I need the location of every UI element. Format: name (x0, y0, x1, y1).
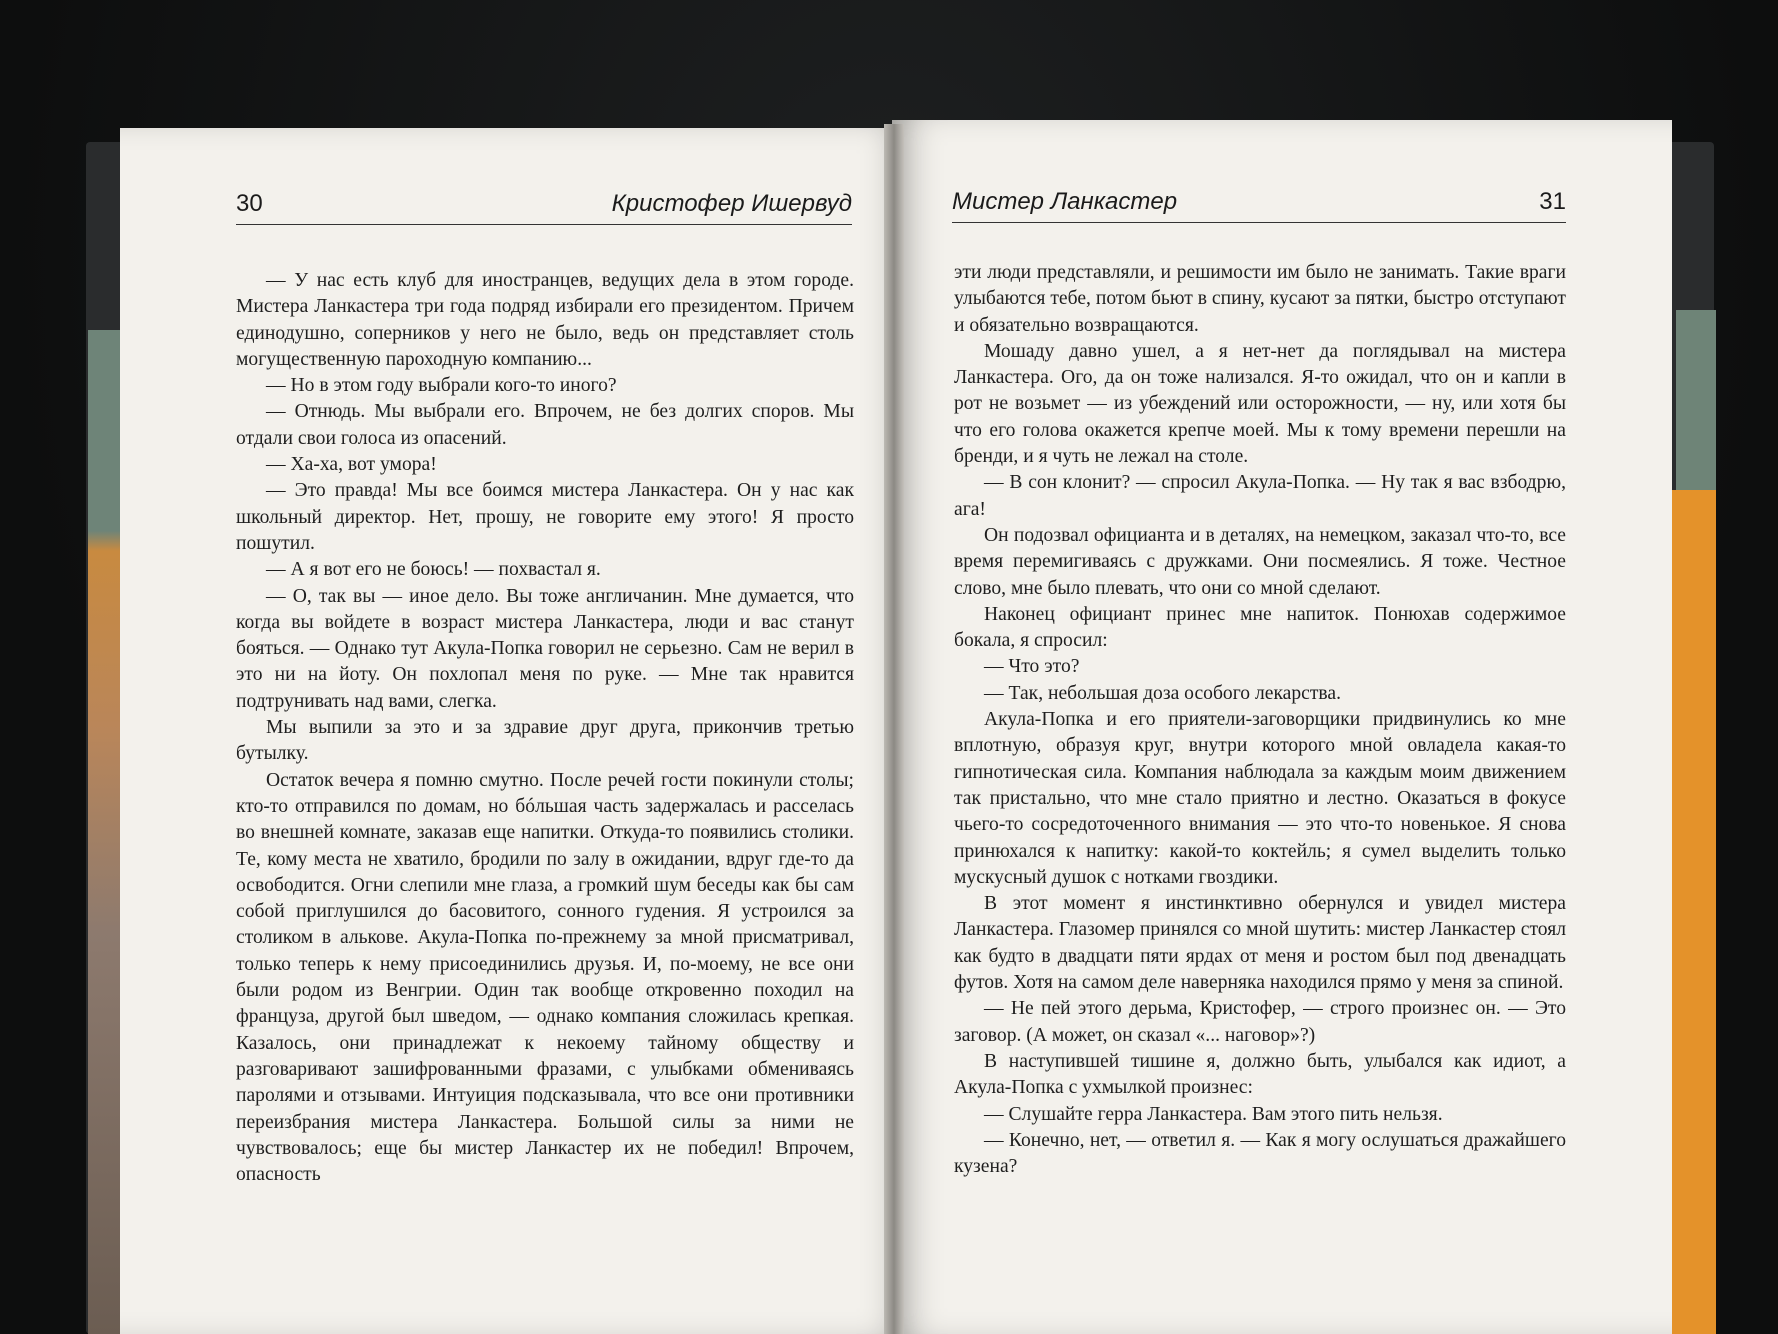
paragraph: — Это правда! Мы все боимся мистера Ланкастера. Он у нас как школьный директор. Нет, прошу, не говорите ему этого! Я просто пошутил. (236, 480, 854, 554)
paragraph: Мы выпили за это и за здравие друг друга, прикончив третью бутылку. (236, 717, 854, 765)
paragraph: — В сон клонит? — спросил Акула-Попка. — Ну так я вас взбодрю, ага! (954, 472, 1566, 520)
left-page-header (236, 180, 852, 225)
paragraph: — Не пей этого дерьма, Кристофер, — строго произнес он. — Это заговор. (А может, он сказал «... наговор»?) (954, 998, 1566, 1046)
paragraph: Мошаду давно ушел, а я нет-нет да поглядывал на мистера Ланкастера. Ого, да он тоже нализался. Я-то ожидал, что он и капли в рот не возьмет — из убеждений или осторожности, — ну, или хотя бы что его голова окажется крепче моей. Мы к тому времени перешли на бренди, и я чуть не лежал на столе. (954, 340, 1566, 468)
paragraph: Остаток вечера я помню смутно. После речей гости покинули столы; кто-то отправился по домам, но бóльшая часть задержалась и расселась во внешней комнате, заказав еще напитки. Откуда-то появились столики. Те, кому места не хватило, бродили по залу в ожидании, вдруг где-то да освободится. Огни слепили мне глаза, а громкий шум беседы как бы сам собой приглушился до басовитого, сонного гудения. Я устроился за столиком в алькове. Акула-Попка по-прежнему за мной присматривал, только теперь к нему присоединились друзья. И, по-моему, не все они были родом из Венгрии. Один так вообще откровенно походил на француза, другой был шведом, — однако компания сложилась крепкая. Казалось, они принадлежат к некоему тайному обществу и разговаривают зашифрованными фразами, с улыбками обмениваясь паролями и отзывами. Интуиция подсказывала, что все они противники переизбрания мистера Ланкастера. Большой силы за ними не чувствовалось; еще бы мистер Ланкастер их не победил! Впрочем, опасность (236, 769, 854, 1186)
running-head: Кристофер Ишервуд (611, 190, 852, 217)
paragraph: Он подозвал официанта и в деталях, на немецком, заказал что-то, все время перемигиваясь с дружками. Они посмеялись. Я тоже. Честное слово, мне было плевать, что они со мной сделают. (954, 524, 1566, 599)
paragraph: — Так, небольшая доза особого лекарства. (984, 682, 1342, 704)
right-page (892, 120, 1672, 1334)
right-page-header (952, 178, 1566, 223)
paragraph: Акула-Попка и его приятели-заговорщики придвинулись ко мне вплотную, образуя круг, внутри которого мной овладела какая-то гипнотическая сила. Компания наблюдала за каждым моим движением так пристально, что мне стало приятно и лестно. Оказаться в фокусе чьего-то сосредоточенного внимания — это что-то новенькое. Я снова принюхался к напитку: какой-то коктейль; я сумел выделить только мускусный душок с нотками гвоздики. (954, 709, 1566, 888)
right-page-text (954, 260, 1566, 1180)
paragraph: — А я вот его не боюсь! — похвастал я. (266, 559, 601, 581)
book-cover-edge-right-teal (1676, 310, 1716, 490)
paragraph: Наконец официант принес мне напиток. Понюхав содержимое бокала, я спросил: (954, 603, 1566, 652)
book-cover-edge-right-orange (1672, 490, 1716, 1334)
paragraph: — О, так вы — иное дело. Вы тоже англичанин. Мне думается, что когда вы войдете в возраст мистера Ланкастера, люди и вас станут бояться. — Однако тут Акула-Попка говорил не серьезно. Сам не верил в это ни на йоту. Он похлопал меня по руке. — Мне так нравится подтрунивать над вами, слегка. (236, 585, 854, 712)
running-head: Мистер Ланкастер (952, 188, 1178, 215)
paragraph: — У нас есть клуб для иностранцев, ведущих дела в этом городе. Мистера Ланкастера три года подряд избирали его президентом. Причем единодушно, соперников у него не было, ведь он представляет столь могущественную пароходную компанию... (236, 270, 854, 370)
paragraph: — Слушайте герра Ланкастера. Вам этого пить нельзя. (984, 1103, 1443, 1125)
page-number: 30 (236, 190, 263, 217)
paragraph: — Но в этом году выбрали кого-то иного? (266, 375, 617, 397)
paragraph: — Конечно, нет, — ответил я. — Как я могу ослушаться дражайшего кузена? (954, 1129, 1566, 1178)
paragraph: — Отнюдь. Мы выбрали его. Впрочем, не без долгих споров. Мы отдали свои голоса из опасений. (236, 401, 854, 449)
paragraph: — Ха-ха, вот умора! (266, 454, 437, 476)
book-gutter (884, 124, 904, 1334)
left-page-text (236, 268, 854, 1188)
paragraph: В этот момент я инстинктивно обернулся и увидел мистера Ланкастера. Глазомер принялся со мной шутить: мистер Ланкастер стоял как будто в двадцати пяти ярдах от меня и ростом был под двенадцать футов. Хотя на самом деле наверняка находился прямо у меня за спиной. (954, 893, 1566, 994)
paragraph: эти люди представляли, и решимости им было не занимать. Такие враги улыбаются тебе, потом бьют в спину, кусают за пятки, быстро отступают и обязательно возвращаются. (954, 262, 1566, 336)
page-number: 31 (1539, 188, 1566, 215)
left-page (120, 128, 910, 1334)
paragraph: — Что это? (984, 656, 1080, 678)
paragraph: В наступившей тишине я, должно быть, улыбался как идиот, а Акула-Попка с ухмылкой произнес: (954, 1050, 1566, 1099)
